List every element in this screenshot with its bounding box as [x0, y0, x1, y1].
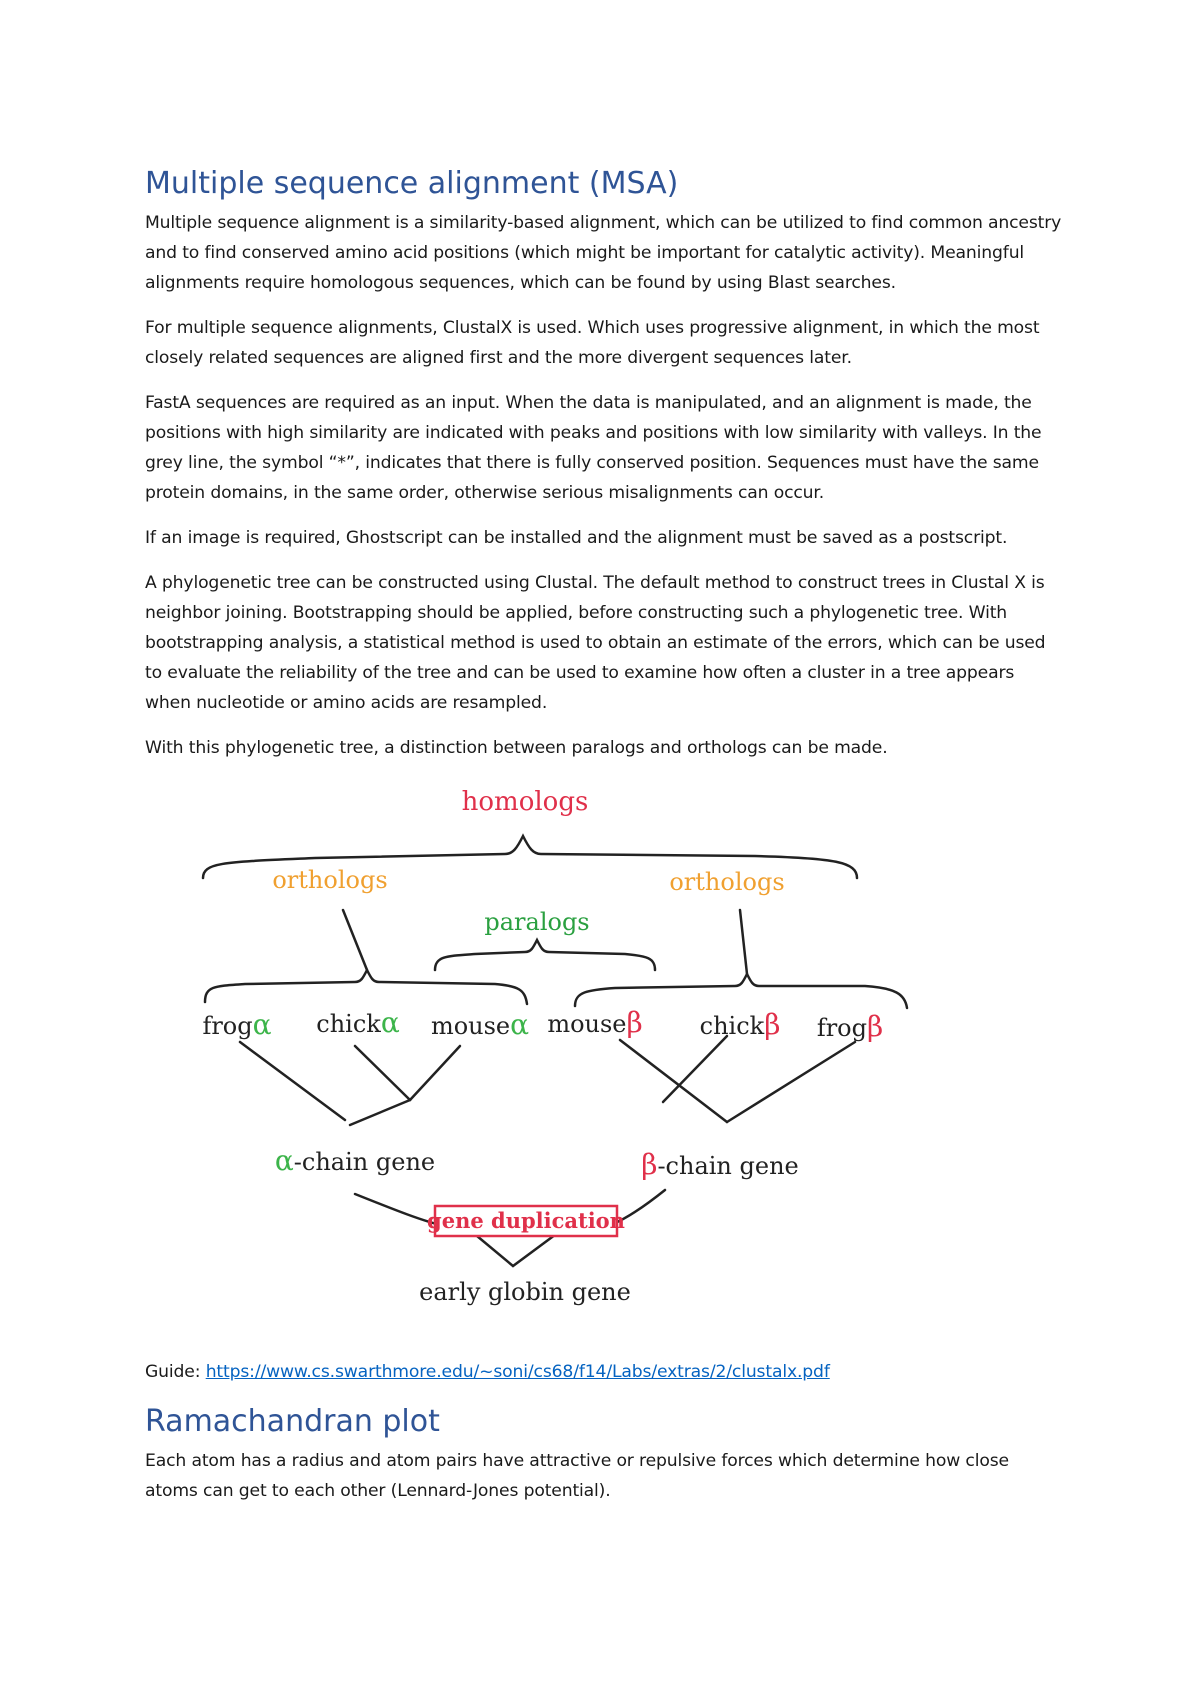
paralogs-label: paralogs — [484, 908, 590, 936]
leaf-mouse-beta: mouseβ — [547, 1006, 643, 1039]
heading-msa: Multiple sequence alignment (MSA) — [145, 166, 679, 201]
guide-label: Guide: — [145, 1362, 206, 1382]
msa-paragraph-5: A phylogenetic tree can be constructed using Clustal. The default method to construct trees in Clustal X is neighbor joining. Bootstrapping should be applied, before constructing such a phylogenetic tree. With bootstrapping analysis, a statistical method is used to obtain an estimate of the errors, which can be used to evaluate the reliability of the tree and can be used to examine how often a cluster in a tree appears when nucleotide or amino acids are resampled. — [145, 573, 1046, 713]
heading-ramachandran: Ramachandran plot — [145, 1404, 440, 1439]
leaf-chick-beta: chickβ — [699, 1008, 781, 1041]
homologs-label: homologs — [461, 787, 589, 817]
orthologs-right-label: orthologs — [669, 868, 785, 896]
beta-branch-chick — [663, 1036, 727, 1102]
leaf-frog-beta: frogβ — [816, 1010, 884, 1043]
orthologs-left-pointer — [343, 910, 367, 970]
alpha-branch-frog — [240, 1042, 345, 1120]
orthologs-right-brace — [575, 974, 907, 1008]
homolog-diagram — [195, 770, 945, 1310]
beta-branch-frog — [727, 1042, 855, 1122]
alpha-branch-mouse — [410, 1046, 460, 1100]
msa-paragraph-1: Multiple sequence alignment is a similarity-based alignment, which can be utilized to find common ancestry and to find conserved amino acid positions (which might be important for catalytic activity). Meaningful alignments require homologous sequences, which can be found by using Blast searches. — [145, 213, 1062, 293]
orthologs-left-brace — [205, 970, 527, 1004]
leaf-chick-alpha: chickα — [316, 1006, 400, 1039]
orthologs-right-pointer — [740, 910, 747, 974]
msa-paragraph-6: With this phylogenetic tree, a distinction between paralogs and orthologs can be made. — [145, 738, 888, 758]
leaf-mouse-alpha: mouseα — [430, 1008, 530, 1041]
alpha-branch-chick — [355, 1046, 410, 1100]
paralogs-brace — [435, 940, 655, 970]
duplication-label: gene duplication — [427, 1208, 625, 1233]
leaf-frog-alpha: frogα — [202, 1008, 272, 1041]
guide-line — [145, 1357, 1065, 1387]
msa-paragraph-4: If an image is required, Ghostscript can be installed and the alignment must be saved as a postscript. — [145, 528, 1008, 548]
ramachandran-paragraph-1: Each atom has a radius and atom pairs have attractive or repulsive forces which determine how close atoms can get to each other (Lennard-Jones potential). — [145, 1451, 1009, 1501]
msa-paragraph-2: For multiple sequence alignments, ClustalX is used. Which uses progressive alignment, in which the most closely related sequences are aligned first and the more divergent sequences later. — [145, 318, 1040, 368]
alpha-chain-gene-label: α-chain gene — [274, 1144, 436, 1177]
beta-chain-gene-label: β-chain gene — [641, 1148, 799, 1181]
msa-paragraph-3: FastA sequences are required as an input. When the data is manipulated, and an alignment is made, the positions with high similarity are indicated with peaks and positions with low similarity with valleys. In the grey line, the symbol “*”, indicates that there is fully conserved position. Sequences must have the same protein domains, in the same order, otherwise serious misalignments can occur. — [145, 393, 1042, 503]
guide-link[interactable]: https://www.cs.swarthmore.edu/~soni/cs68/f14/Labs/extras/2/clustalx.pdf — [205, 1362, 830, 1382]
orthologs-left-label: orthologs — [272, 866, 388, 894]
root-label: early globin gene — [419, 1278, 631, 1306]
alpha-branch-join — [350, 1100, 410, 1125]
